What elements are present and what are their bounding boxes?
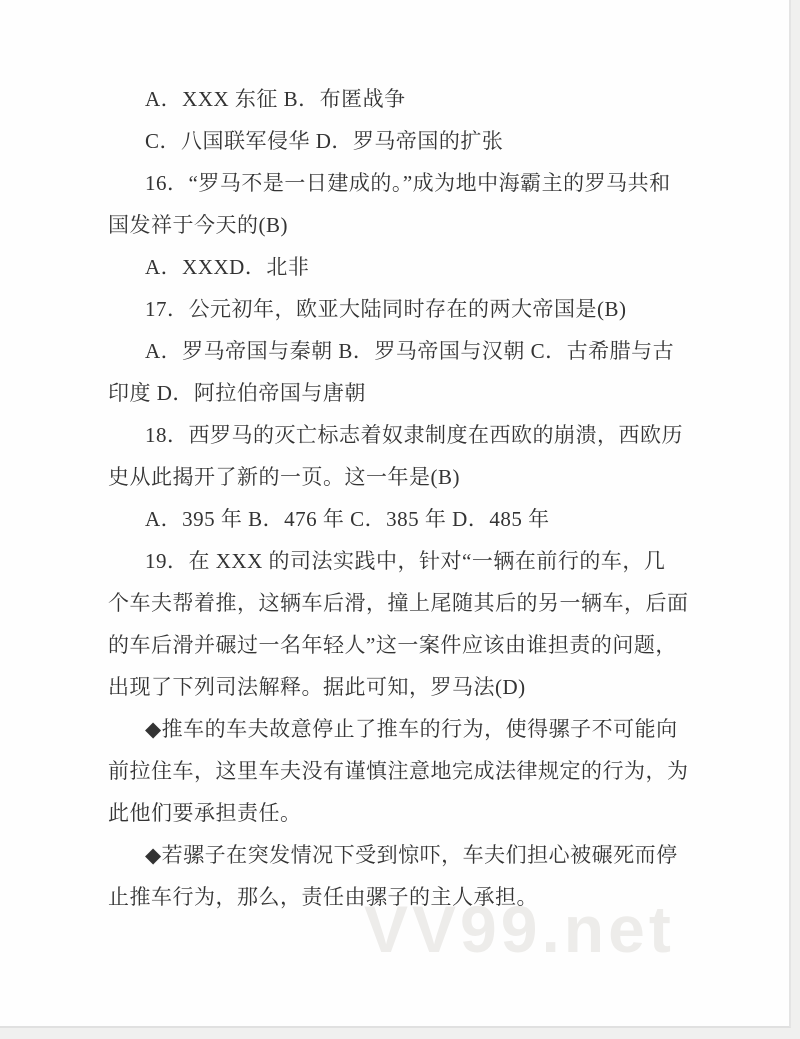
text-line: 前拉住车，这里车夫没有谨慎注意地完成法律规定的行为，为 xyxy=(108,759,689,783)
watermark: VV99.net xyxy=(364,892,675,966)
text-line: A．XXXD．北非 xyxy=(145,255,310,279)
text-line: 个车夫帮着推，这辆车后滑，撞上尾随其后的另一辆车，后面 xyxy=(108,591,689,615)
text-line: 16．“罗马不是一日建成的。”成为地中海霸主的罗马共和 xyxy=(145,171,671,195)
text-line: ◆若骡子在突发情况下受到惊吓，车夫们担心被碾死而停 xyxy=(145,843,678,867)
text-line: 的车后滑并碾过一名年轻人”这一案件应该由谁担责的问题， xyxy=(108,633,677,657)
text-line: A．XXX 东征 B．布匿战争 xyxy=(145,87,406,111)
document-content xyxy=(108,78,692,918)
paragraph xyxy=(108,246,692,288)
paragraph xyxy=(108,708,692,834)
paragraph xyxy=(108,498,692,540)
text-line: C．八国联军侵华 D．罗马帝国的扩张 xyxy=(145,129,504,153)
text-line: ◆推车的车夫故意停止了推车的行为，使得骡子不可能向 xyxy=(145,717,678,741)
paragraph xyxy=(108,414,692,498)
text-line: 17．公元初年，欧亚大陆同时存在的两大帝国是(B) xyxy=(145,297,627,321)
paragraph xyxy=(108,120,692,162)
text-line: 史从此揭开了新的一页。这一年是(B) xyxy=(108,465,460,489)
paragraph xyxy=(108,78,692,120)
paragraph xyxy=(108,330,692,414)
text-line: 出现了下列司法解释。据此可知，罗马法(D) xyxy=(108,675,526,699)
paragraph xyxy=(108,834,692,918)
text-line: 印度 D．阿拉伯帝国与唐朝 xyxy=(108,381,366,405)
text-line: 此他们要承担责任。 xyxy=(108,801,302,825)
text-line: A．罗马帝国与秦朝 B．罗马帝国与汉朝 C．古希腊与古 xyxy=(145,339,675,363)
paragraph xyxy=(108,540,692,708)
text-line: 止推车行为，那么，责任由骡子的主人承担。 xyxy=(108,885,538,909)
text-line: A．395 年 B．476 年 C．385 年 D．485 年 xyxy=(145,507,550,531)
paragraph xyxy=(108,162,692,246)
text-line: 19．在 XXX 的司法实践中，针对“一辆在前行的车，几 xyxy=(145,549,666,573)
paragraph xyxy=(108,288,692,330)
text-line: 国发祥于今天的(B) xyxy=(108,213,288,237)
text-line: 18．西罗马的灭亡标志着奴隶制度在西欧的崩溃，西欧历 xyxy=(145,423,683,447)
